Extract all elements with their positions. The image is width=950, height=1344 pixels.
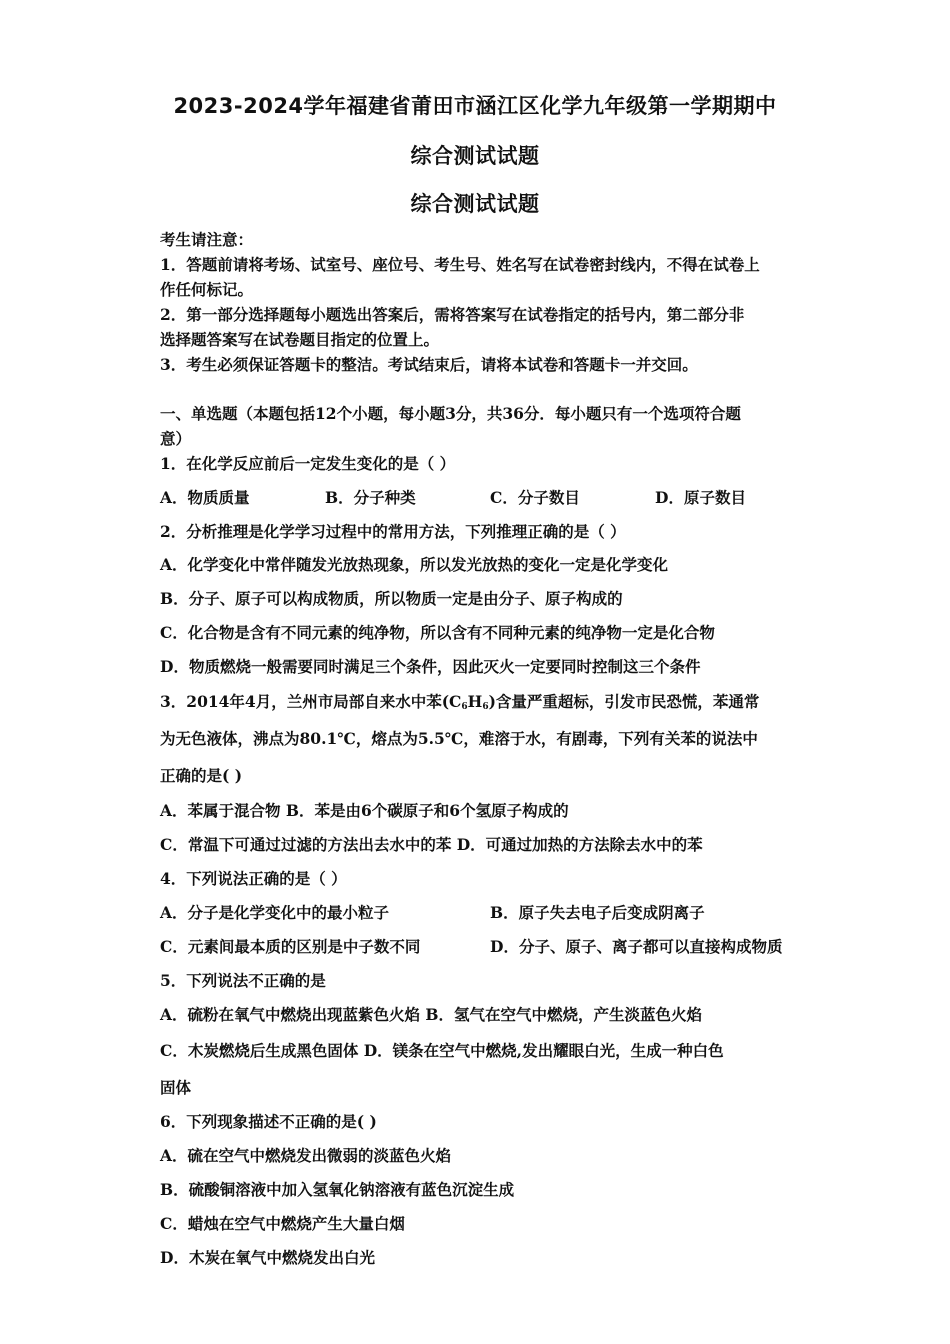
section-heading: 一、单选题（本题包括12个小题，每小题3分，共36分．每小题只有一个选项符合题: [160, 404, 741, 423]
notice-item-1-cont: 作任何标记。: [160, 280, 254, 299]
question-1-option-b: B．分子种类: [325, 488, 416, 507]
question-3-stem-pre: 3．2014年4月，兰州市局部自来水中苯(C: [160, 692, 462, 711]
section-heading-cont: 意）: [160, 429, 192, 448]
question-1-option-c: C．分子数目: [490, 488, 580, 507]
question-5-options-cd-cont: 固体: [160, 1078, 192, 1097]
question-4-option-d: D．分子、原子、离子都可以直接构成物质: [490, 937, 783, 956]
question-3-options-ab: A．苯属于混合物 B．苯是由6个碳原子和6个氢原子构成的: [160, 801, 569, 820]
question-1-option-a: A．物质质量: [160, 488, 250, 507]
question-6-option-b: B．硫酸铜溶液中加入氢氧化钠溶液有蓝色沉淀生成: [160, 1180, 515, 1199]
notice-item-2: 2．第一部分选择题每小题选出答案后，需将答案写在试卷指定的括号内，第二部分非: [160, 305, 745, 324]
question-2-option-a: A．化学变化中常伴随发光放热现象，所以发光放热的变化一定是化学变化: [160, 555, 669, 574]
formula-subscript: 6: [482, 702, 489, 712]
notice-item-1: 1．答题前请将考场、试室号、座位号、考生号、姓名写在试卷密封线内，不得在试卷上: [160, 255, 760, 274]
question-6-option-c: C．蜡烛在空气中燃烧产生大量白烟: [160, 1214, 405, 1233]
question-4-stem: 4．下列说法正确的是（ ）: [160, 869, 347, 888]
exam-title: 2023-2024学年福建省莆田市涵江区化学九年级第一学期期中: [173, 94, 777, 118]
question-5-options-cd: C．木炭燃烧后生成黑色固体 D．镁条在空气中燃烧,发出耀眼白光，生成一种白色: [160, 1041, 724, 1060]
question-2-option-c: C．化合物是含有不同元素的纯净物，所以含有不同种元素的纯净物一定是化合物: [160, 623, 715, 642]
notice-item-2-cont: 选择题答案写在试卷题目指定的位置上。: [160, 330, 440, 349]
question-4-option-a: A．分子是化学变化中的最小粒子: [160, 903, 390, 922]
question-3-stem-post: )含量严重超标，引发市民恐慌，苯通常: [488, 692, 760, 711]
question-3-stem-cont: 为无色液体，沸点为80.1℃，熔点为5.5℃，难溶于水，有剧毒，下列有关苯的说法中: [160, 729, 758, 748]
question-2-stem: 2．分析推理是化学学习过程中的常用方法，下列推理正确的是（ ）: [160, 522, 626, 541]
question-1-option-d: D．原子数目: [655, 488, 746, 507]
question-3-stem-end: 正确的是( ): [160, 766, 243, 785]
question-6-stem: 6．下列现象描述不正确的是( ): [160, 1112, 377, 1131]
question-5-stem: 5．下列说法不正确的是: [160, 971, 326, 990]
notice-heading: 考生请注意：: [160, 230, 254, 249]
question-4-option-b: B．原子失去电子后变成阴离子: [490, 903, 705, 922]
question-2-option-d: D．物质燃烧一般需要同时满足三个条件，因此灭火一定要同时控制这三个条件: [160, 657, 701, 676]
question-2-option-b: B．分子、原子可以构成物质，所以物质一定是由分子、原子构成的: [160, 589, 623, 608]
formula-element: H: [467, 692, 483, 711]
question-6-option-a: A．硫在空气中燃烧发出微弱的淡蓝色火焰: [160, 1146, 452, 1165]
question-4-option-c: C．元素间最本质的区别是中子数不同: [160, 937, 421, 956]
question-3-options-cd: C．常温下可通过过滤的方法出去水中的苯 D．可通过加热的方法除去水中的苯: [160, 835, 703, 854]
question-5-options-ab: A．硫粉在氧气中燃烧出现蓝紫色火焰 B．氢气在空气中燃烧，产生淡蓝色火焰: [160, 1005, 703, 1024]
question-3-stem: [160, 690, 800, 712]
exam-subtitle: 综合测试试题: [410, 144, 540, 168]
question-6-option-d: D．木炭在氧气中燃烧发出白光: [160, 1248, 375, 1267]
notice-item-3: 3．考生必须保证答题卡的整洁。考试结束后，请将本试卷和答题卡一并交回。: [160, 355, 698, 374]
formula-subscript: 6: [461, 702, 468, 712]
exam-subtitle-repeat: 综合测试试题: [410, 192, 540, 216]
question-1-stem: 1．在化学反应前后一定发生变化的是（ ）: [160, 454, 456, 473]
